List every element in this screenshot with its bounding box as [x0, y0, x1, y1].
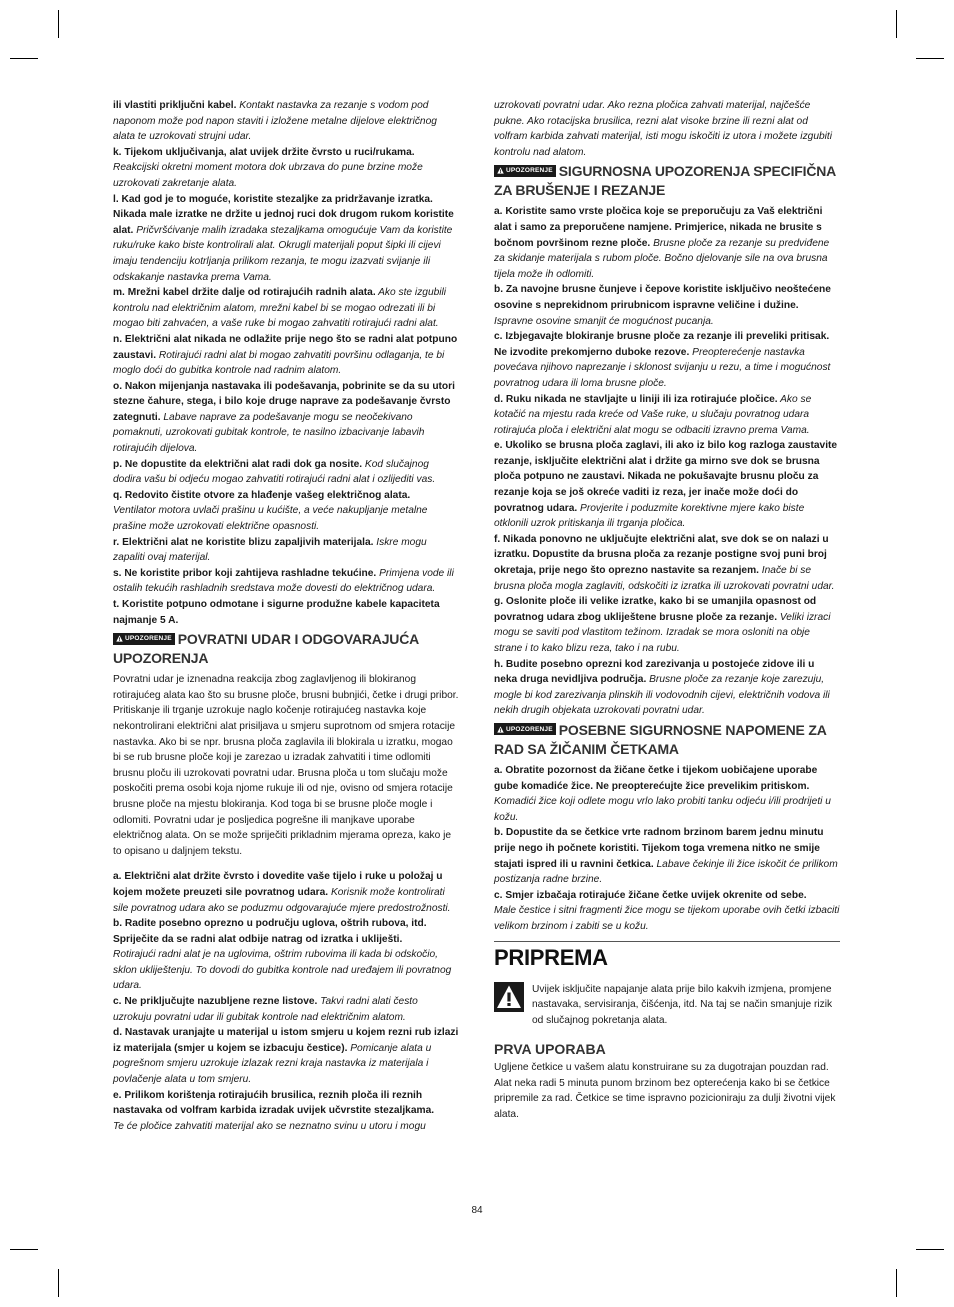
section-title-priprema: PRIPREMA	[494, 944, 608, 970]
paragraph-s: s. Ne koristite pribor koji zahtijeva rashladne tekućine. Primjena vode ili ostalih tekućih rashladnih sredstava može dovesti do električnog udara.	[113, 567, 454, 595]
paragraph-k: k. Tijekom uključivanja, alat uvijek držite čvrsto u ruci/rukama. Reakcijski okretni moment motora dok ubrzava do pune brzine može uzrokovati zakretanje alata.	[113, 146, 423, 189]
subheading-prva-uporaba: PRVA UPORABA	[494, 1041, 606, 1058]
section-heading-povratni-udar: UPOZORENJE POVRATNI UDAR I ODGOVARAJUĆA UPOZORENJA	[113, 631, 419, 667]
kickback-item-a: a. Električni alat držite čvrsto i dovedite vaše tijelo i ruke u položaj u kojem možete preuzeti sile povratnog udara. Korisnik može kontrolirati sile povratnog udara ako se poduzmu odgovarajuće mjere predostrožnosti.	[113, 871, 451, 914]
crop-mark	[58, 1269, 59, 1297]
paragraph-continued: uzrokovati povratni udar. Ako rezna pločica zahvati materijal, najčešće pukne. Ako rotacijska brusilica, rezni alat visoke brzine ili rezni alat od volfram karbida zahvati materijal, isti mogu iskočiti iz utora i možete izgubiti kontrolu nad alatom.	[494, 100, 833, 158]
right-column	[494, 98, 840, 1123]
crop-mark	[10, 1249, 38, 1250]
warning-icon	[497, 726, 504, 733]
warning-badge: UPOZORENJE	[494, 165, 556, 177]
grinding-item-a: a. Koristite samo vrste pločica koje se preporučuju za Vaš električni alat i samo za preporučene namjene. Primjerice, nikada ne brusite s bočnom površinom rezne ploče. Brusne ploče za rezanje su predviđene za skidanje materijala s rubom ploče. Bočno djelovanje sile na ova brusna tijela može ih odlomiti.	[494, 206, 830, 280]
grinding-item-f: f. Nikada ponovno ne uključujte električni alat, sve dok se on nalazi u izratku. Dopustite da brusna ploča za rezanje postigne svoj puni broj okretaja, prije nego što oprezno nastavite sa rezanjem. Inače bi se brusna ploča mogla zaglaviti, odskočiti iz izratka ili uzrokovati povratni udar.	[494, 533, 835, 592]
crop-mark	[916, 58, 944, 59]
brush-item-a: a. Obratite pozornost da žičane četke i tijekom uobičajene uporabe gube komadiće žice. Ne preopterećujte žice prevelikim pritiskom. Komadići žice koji odlete mogu vrlo lako probiti tanku odjeću i/ili prodrijeti u kožu.	[494, 764, 831, 823]
brush-item-c: c. Smjer izbačaja rotirajuće žičane četke uvijek okrenite od sebe. Male čestice i sitni fragmenti žice mogu se tijekom uporabe ovih četki izbaciti velikom brzinom i zabiti se u kožu.	[494, 889, 840, 932]
grinding-item-d: d. Ruku nikada ne stavljajte u liniji ili iza rotirajuće pločice. Ako se kotačić na mjestu rada kreće od Vaše ruke, u slučaju povratnog udara rotirajuća ploča i električni alat mogu se odbaciti izravno prema Vama.	[494, 393, 812, 436]
paragraph-p: p. Ne dopustite da električni alat radi dok ga nosite. Kod slučajnog dodira vašu bi odjeću mogao zahvatiti rotirajući radni alat i ozlijediti vas.	[113, 458, 436, 486]
left-column	[113, 98, 459, 1134]
paragraph-t: t. Koristite potpuno odmotane i sigurne produžne kabele kapaciteta najmanje 5 A.	[113, 599, 440, 626]
prva-uporaba-body: Ugljene četkice u vašem alatu konstruirane su za dugotrajan pouzdan rad. Alat neka radi 5 minuta punom brzinom bez opterećenja kako bi se četkice pripremile za rad. Četkice se time ispravno pozicioniraju za dulji životni vijek alata.	[494, 1062, 836, 1121]
grinding-item-g: g. Oslonite ploče ili velike izratke, kako bi se umanjila opasnost od povratnog udara zbog ukliještene brusne ploče za rezanje. Veliki izraci mogu se saviti pod vlastitom težinom. Izradak se mora osloniti na obje strane i to kako blizu reza, tako i na rubu.	[494, 596, 831, 654]
warning-badge: UPOZORENJE	[494, 723, 556, 735]
grinding-item-c: c. Izbjegavajte blokiranje brusne ploče za rezanje ili preveliki pritisak. Ne izvodite prekomjerno duboke rezove. Preopterećenje nastavka povećava njihovo naprezanje i sklonost svijanju u rezu, a time i mogućnost povratnog udara ili loma brusne ploče.	[494, 331, 831, 389]
crop-mark	[896, 10, 897, 38]
page-number: 84	[471, 1205, 483, 1216]
section-heading-brusenje: UPOZORENJE SIGURNOSNA UPOZORENJA SPECIFIČNA ZA BRUŠENJE I REZANJE	[494, 163, 836, 199]
warning-notice	[494, 982, 840, 1029]
warning-icon	[497, 167, 504, 174]
warning-triangle-icon	[494, 982, 524, 1012]
paragraph-n: n. Električni alat nikada ne odlažite prije nego što se radni alat potpuno zaustavi. Rotirajući radni alat bi mogao zahvatiti površinu odlaganja, te bi moglo doći do gubitka kontrole nad radnim alatom.	[113, 333, 458, 377]
crop-mark	[58, 10, 59, 38]
kickback-item-c: c. Ne priključujte nazubljene rezne listove. Takvi radni alati često uzrokuju povratni udar ili gubitak kontrole nad električnim alatom.	[113, 996, 418, 1023]
section-heading-cetke: UPOZORENJE POSEBNE SIGURNOSNE NAPOMENE ZA RAD SA ŽIČANIM ČETKAMA	[494, 721, 827, 757]
brush-item-b: b. Dopustite da se četkice vrte radnom brzinom barem jednu minutu prije nego ih počnete koristiti. Tijekom toga vremena nitko ne smije stajati ispred ili u ravnini četkica. Labave čekinje ili žice iskočit će prilikom postizanja radne brzine.	[494, 827, 838, 886]
section-divider	[494, 941, 840, 942]
kickback-item-b: b. Radite posebno oprezno u području uglova, oštrih rubova, itd. Spriječite da se radni alat odbije natrag od izratka i ukliješti. Rotirajući radni alat je na uglovima, oštrim rubovima ili kada bi odskočio, sklon ukliještenju. To dovodi do gubitka kontrole nad uređajem ili povratnog udara.	[113, 918, 452, 992]
paragraph-l: ili vlastiti priključni kabel. Kontakt nastavka za rezanje s vodom pod naponom može pod napon staviti i izložene metalne dijelove električnog alata te uzrokovati strujni udar.	[113, 100, 437, 143]
grinding-item-h: h. Budite posebno oprezni kod zarezivanja u postojeće zidove ili u neka druga nevidljiva područja. Brusne ploče za rezanje koje zarezuju, mogle bi kod zarezivanja plinskih ili vodovodnih cijevi, električnih vodova ili nekih drugih objekata uzrokovati povratni udar.	[494, 658, 830, 717]
crop-mark	[916, 1249, 944, 1250]
paragraph-r: r. Električni alat ne koristite blizu zapaljivih materijala. Iskre mogu zapaliti ovaj materijal.	[113, 536, 427, 564]
grinding-item-e: e. Ukoliko se brusna ploča zaglavi, ili ako iz bilo kog razloga zaustavite rezanje, isključite električni alat i držite ga mirno sve dok se brusna ploča potpuno ne zaustavi. Nikada ne pokušavajte brusnu ploču za rezanje koja se još okreće vaditi iz reza, jer inače može doći do povratnog udara. Provjerite i poduzmite korektivne mjere kako biste otklonili uzrok pritiskanja ili trganja pločica.	[494, 440, 838, 530]
paragraph-q: q. Redovito čistite otvore za hlađenje vašeg električnog alata. Ventilator motora uvlači prašinu u kućište, a veće nakupljanje metalne prašine može uzrokovati električne opasnosti.	[113, 489, 428, 533]
crop-mark	[896, 1269, 897, 1297]
warning-badge: UPOZORENJE	[113, 633, 175, 645]
grinding-item-b: b. Za navojne brusne čunjeve i čepove koristite isključivo neoštećene osovine s neprekidnom prirubnicom ispravne veličine i dužine. Ispravne osovine smanjit će mogućnost pucanja.	[494, 284, 831, 327]
kickback-item-d: d. Nastavak uranjajte u materijal u istom smjeru u kojem rezni rub izlazi iz materijala (smjer u kojem se izbacuju čestice). Pomicanje alata u pogrešnom smjeru uzrokuje izlazak rezni kraja nastavka iz materijala i povlačenje alata u tom smjeru.	[113, 1027, 459, 1086]
paragraph-l2: l. Kad god je to moguće, koristite stezaljke za pridržavanje izratka. Nikada male izratke ne držite u jednoj ruci dok drugom rukom koristite alat. Pričvršćivanje malih izradaka stezaljkama omogućuje Vam da koristite ruku/ruke kako biste kontrolirali alat. Okrugli materijali poput šipki ili cijevi imaju tendenciju kotrljanja prilikom rezanja, te mogu izazvati svijanje ili odskakanje nastavka prema Vama.	[113, 193, 454, 283]
paragraph-o: o. Nakon mijenjanja nastavaka ili podešavanja, pobrinite se da su utori stezne čahure, stega, i bilo koje druge naprave za podešavanje čvrsto zategnuti. Labave naprave za podešavanje mogu se neočekivano pomaknuti, uzrokovati gubitak kontrole, te nasilno izbacivanje labavih rotirajućih dijelova.	[113, 380, 455, 455]
paragraph-m: m. Mrežni kabel držite dalje od rotirajućih radnih alata. Ako ste izgubili kontrolu nad električnim alatom, mrežni kabel bi se mogao odrezati ili bi mogao biti zahvaćen, a vaše ruke bi mogao zahvatiti rotirajući radni alat.	[113, 287, 447, 330]
kickback-item-e: e. Prilikom korištenja rotirajućih brusilica, reznih ploča ili reznih nastavaka od volfram karbida izradak uvijek učvrstite stezaljkama. Te će pločice zahvatiti materijal ako se neznatno svinu u utoru i mogu	[113, 1089, 435, 1132]
warning-text: Uvijek isključite napajanje alata prije bilo kakvih izmjena, promjene nastavaka, servisiranja, čišćenja, itd. Na taj se način smanjuje rizik od slučajnog pokretanja alata.	[532, 983, 833, 1026]
povratni-udar-body: Povratni udar je iznenadna reakcija zbog zaglavljenog ili blokiranog rotirajućeg alata kao što su brusne ploče, brusni bubnjići, četke i drugi pribor. Pritiskanje ili trganje uzrokuje naglo kočenje rotirajućeg nastavka koje nekontrolirani električni alat prisiljava u smjeru suprotnom od smjera rotacije nastavka. Ako bi se npr. brusna ploča zaglavila ili blokirala u izratku, mogao bi se rub brusne ploče koji je zarezao u izradak zahvatiti i time odlomiti brusnu ploču ili uzrokovati povratni udar. Brusna ploča u tom slučaju može poskočiti prema osobi koja njome rukuje ili od nje, ovisno od smjera rotacije brusne ploče na mjestu blokiranja. Kod toga bi se brusne ploče mogle i odlomiti. Povratni udar je posljedica pogrešne ili manjkave uporabe električnog alata. On se može spriječiti prikladnim mjerama opreza, kako je to opisano u daljnjem tekstu.	[113, 674, 459, 857]
spacer	[113, 859, 459, 869]
crop-mark	[10, 58, 38, 59]
warning-icon	[116, 635, 123, 642]
